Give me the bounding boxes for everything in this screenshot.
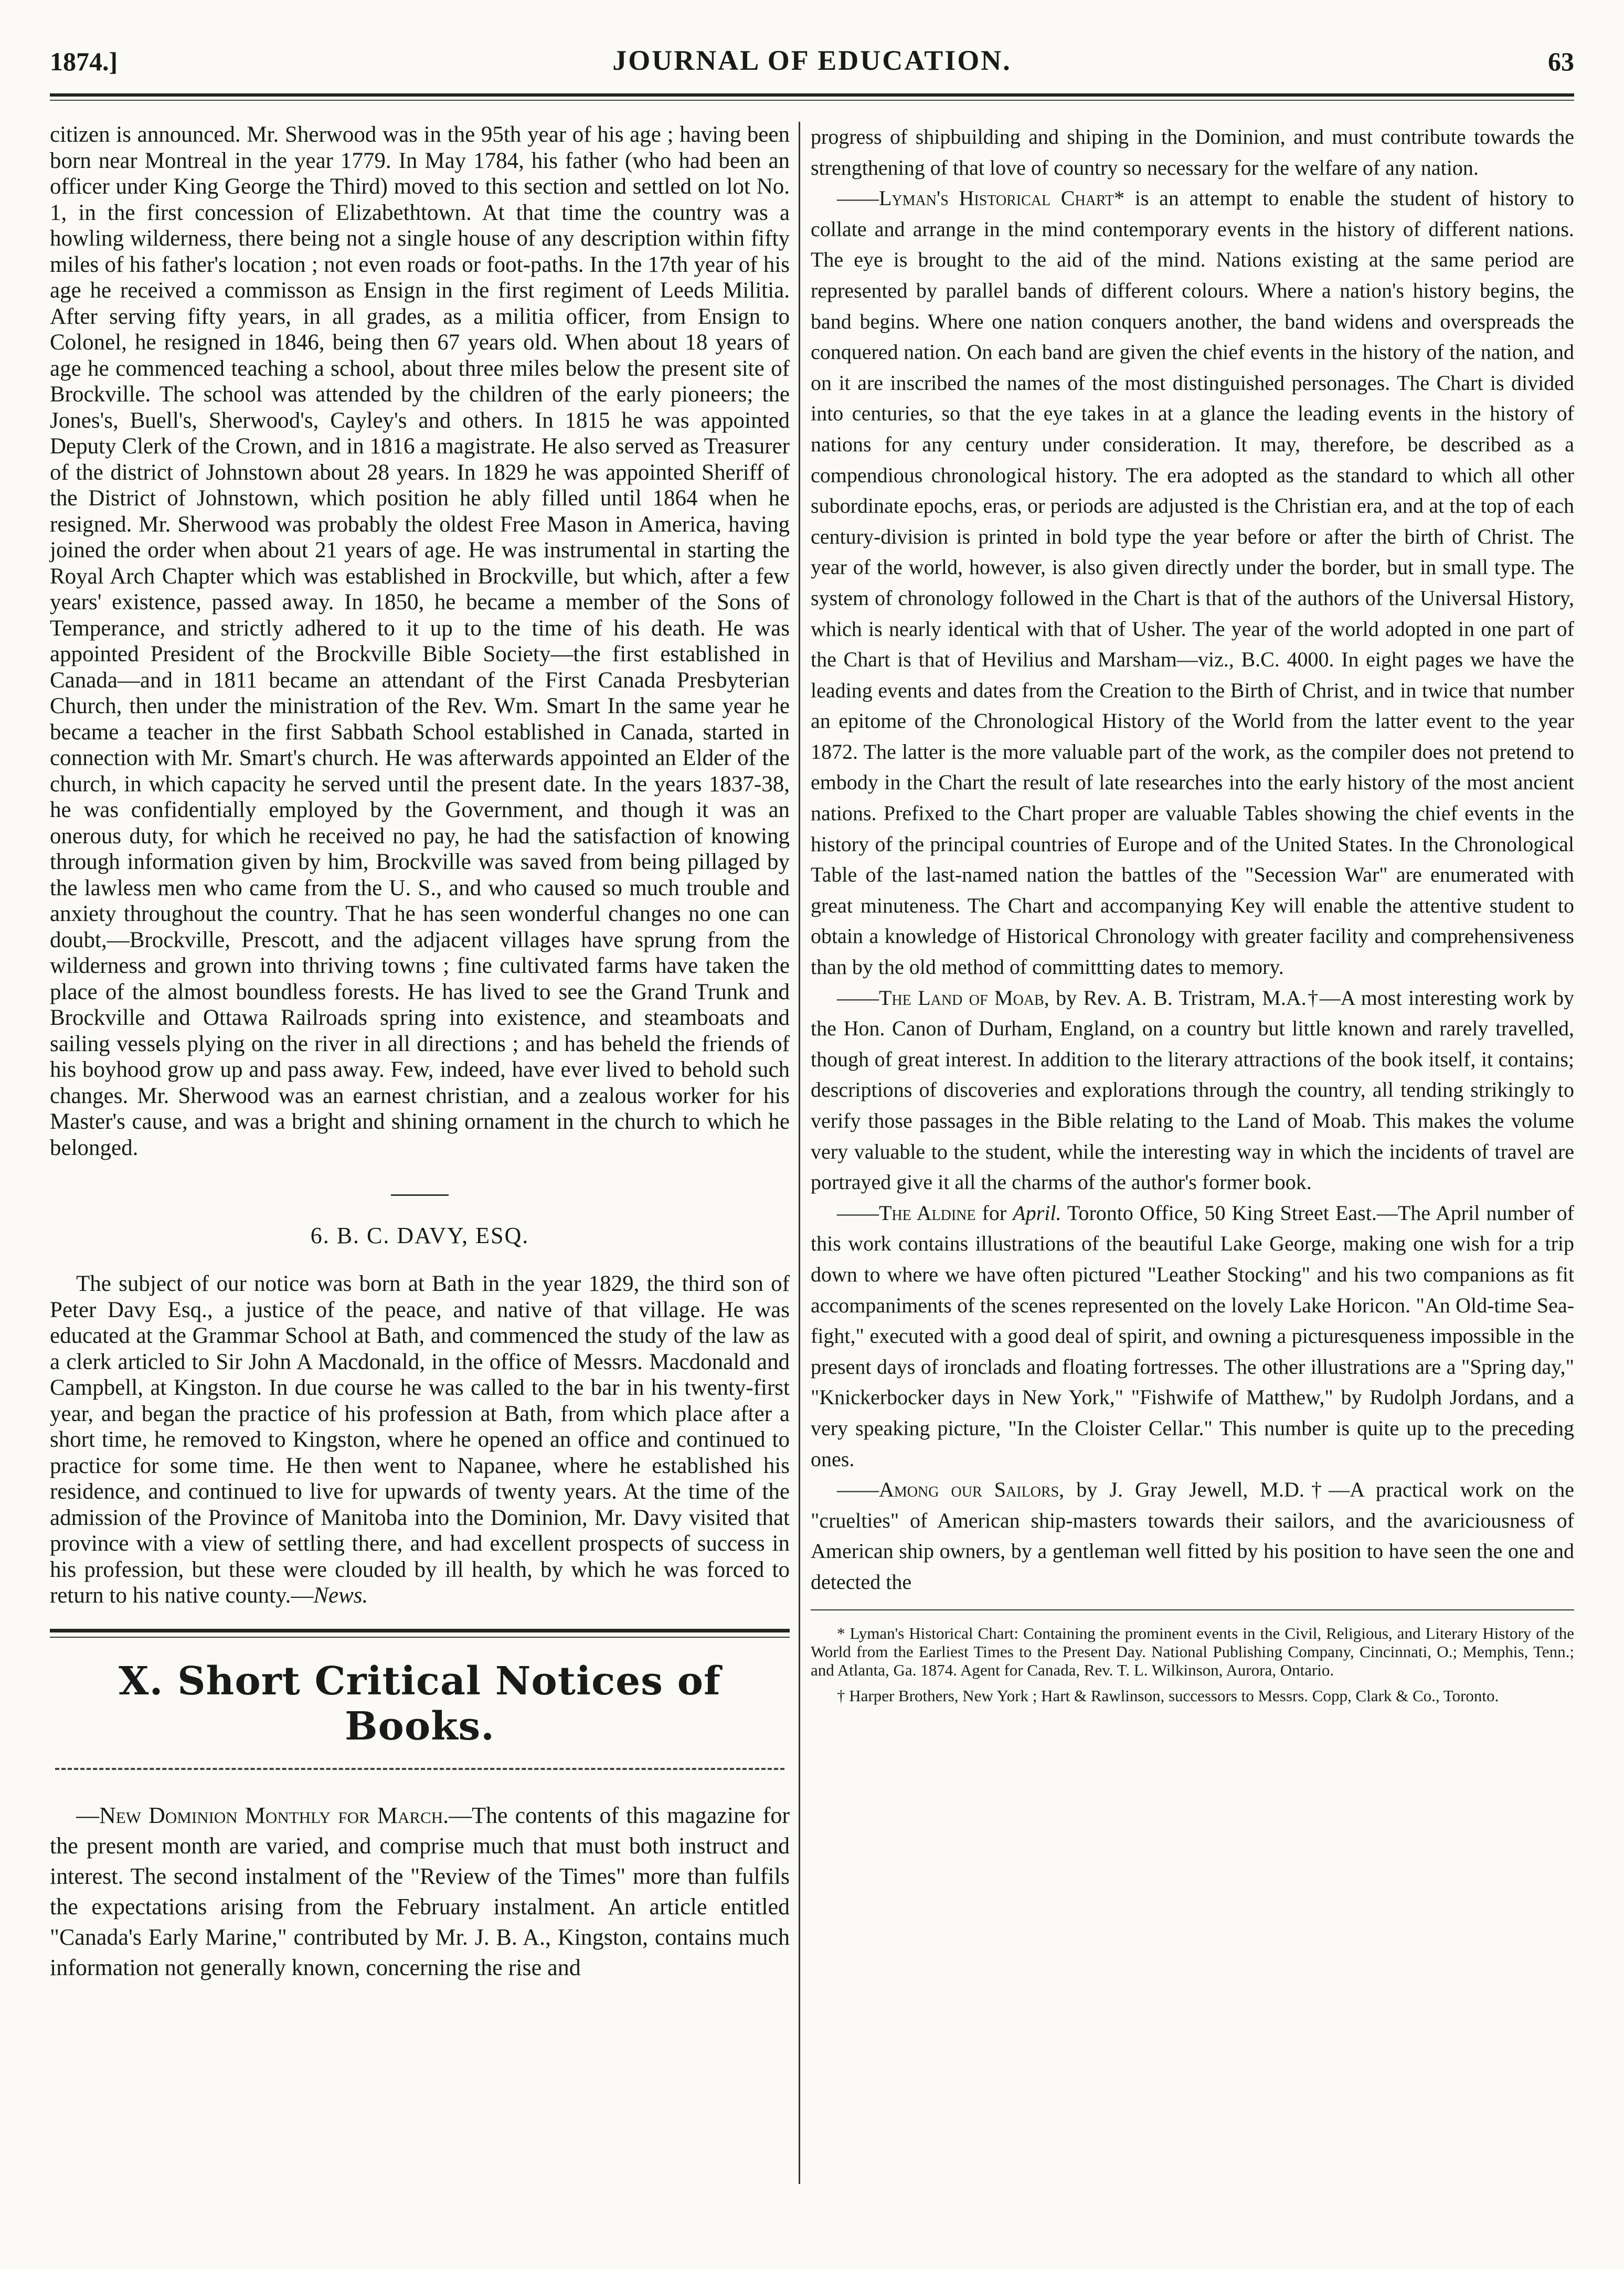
davy-obituary-paragraph — [50, 1271, 790, 1609]
aldine-text: Toronto Office, 50 King Street East.—The April number of this work contains illustrations of the beautiful Lake George, making one wish for a trip down to where we have often pictured "Leather Stocking" and his two companions as fit accompaniments of the scenes represented on the lovely Lake Horicon. "An Old-time Sea-fight," executed with a good deal of spirit, and owning a picturesqueness impossible in the present days of ironclads and floating fortresses. The other illustrations are a "Spring day," "Knickerbocker days in New York," "Fishwife of Matthew," by Rudolph Jordans, and a very speaking picture, "In the Cloister Cellar." This number is quite up to the preceding ones. — [811, 1201, 1574, 1471]
aldine-notice — [811, 1198, 1574, 1475]
column-divider — [799, 122, 800, 2184]
header-rule-thin — [50, 100, 1574, 101]
header-title: JOURNAL OF EDUCATION. — [612, 45, 1012, 76]
land-of-moab-text: by Rev. A. B. Tristram, M.A.†—A most interesting work by the Hon. Canon of Durham, England, on a country but little known and rarely travelled, though of great interest. In addition to the literary attractions of the book itself, it contains; descriptions of discoveries and explorations through the country, all tending strikingly to verify those passages in the Bible relating to the Land of Moab. This makes the volume very valuable to the student, while the interesting way in which the incidents of travel are portrayed give it all the charms of the author's former book. — [811, 985, 1574, 1194]
footnote-harper-brothers: † Harper Brothers, New York ; Hart & Rawlinson, successors to Messrs. Copp, Clark & Co., Toronto. — [837, 1686, 1499, 1705]
lymans-chart-text: * is an attempt to enable the student of history to collate and arrange in the mind contemporary events in the history of different nations. The eye is brought to the aid of the mind. Nations existing at the same period are represented by parallel bands of different colours. Where a nation's history begins, the band begins. Where one nation conquers another, the band widens and overspreads the conquered nation. On each band are given the chief events in the history of the nation, and on it are inscribed the names of the most distinguished personages. The Chart is divided into centuries, so that the eye takes in at a glance the leading events in the history of nations for any century under consideration. It may, therefore, be described as a compendious chronological history. The era adopted as the standard to which all other subordinate epochs, eras, or periods are adjusted is the Christian era, and at the top of each century-division is printed in bold type the year before or after the birth of Christ. The year of the world, however, is also given directly under the border, but in small type. The system of chronology followed in the Chart is that of the authors of the Universal History, which is nearly identical with that of Usher. The year of the world adopted in one part of the Chart is that of Hevilius and Marsham—viz., B.C. 4000. In eight pages we have the leading events and dates from the Creation to the Birth of Christ, and in twice that number an epitome of the Chronological History of the World from the latter event to the year 1872. The latter is the more valuable part of the work, as the compiler does not pretend to embody in the Chart the result of late researches into the early history of the most ancient nations. Prefixed to the Chart proper are valuable Tables showing the chief events in the history of the principal countries of Europe and of the United States. In the Chronological Table of the last-named nation the battles of the "Secession War" are enumerated with great minuteness. The Chart and accompanying Key will enable the attentive student to obtain a knowledge of Historical Chronology with greater facility and comprehensiveness than by the old method of committting dates to memory. — [811, 186, 1575, 979]
lymans-chart-title: ——Lyman's Historical Chart — [837, 186, 1114, 210]
dominion-monthly-notice — [50, 1800, 790, 1983]
page-header — [50, 42, 1574, 84]
footnote-lymans-chart: * Lyman's Historical Chart: Containing the prominent events in the Civil, Religious, and Literary History of the World from the Earliest Times to the Present Day. National Publishing Company, Cincinnati, O.; Memphis, Tenn.; and Atlanta, Ga. 1874. Agent for Canada, Rev. T. L. Wilkinson, Aurora, Ontario. — [811, 1624, 1574, 1679]
davy-obituary-text: The subject of our notice was born at Bath in the year 1829, the third son of Peter Davy Esq., a justice of the peace, and native of that village. He was educated at the Grammar School at Bath, and commenced the study of the law as a clerk articled to Sir John A Macdonald, in the office of Messrs. Macdonald and Campbell, at Kingston. In due course he was called to the bar in his twenty-first year, and began the practice of his profession at Bath, from which place after a short time, he removed to Kingston, where he opened an office and continued to practice for some time. He then went to Napanee, where he established his residence, and continued to live for upwards of twenty years. At the time of the admission of the Province of Manitoba into the Dominion, Mr. Davy visited that province with a view of settling there, and had excellent prospects of success in his profession, but these were clouded by ill health, by which he was forced to return to his native county.— — [50, 1271, 790, 1608]
aldine-month: April. — [1013, 1201, 1062, 1225]
section-rule-thin — [50, 1637, 790, 1638]
right-column — [811, 122, 1574, 1705]
section-divider — [391, 1194, 449, 1196]
sherwood-obituary-paragraph: citizen is announced. Mr. Sherwood was in the 95th year of his age ; having been born near Montreal in the year 1779. In May 1784, his father (who had been an officer under King George the Third) moved to this section and settled on lot No. 1, in the first concession of Elizabethtown. At that time the country was a howling wilderness, there being not a single house of any description within fifty miles of his father's location ; not even roads or foot-paths. In the 17th year of his age he received a commisson as Ensign in the first regiment of Leeds Militia. After serving fifty years, in all grades, as a militia officer, from Ensign to Colonel, he resigned in 1846, being then 67 years old. When about 18 years of age he commenced teaching a school, about three miles below the present site of Brockville. The school was attended by the children of the early pioneers; the Jones's, Buell's, Sherwood's, Cayley's and others. In 1815 he was appointed Deputy Clerk of the Crown, and in 1816 a magistrate. He also served as Treasurer of the district of Johnstown about 28 years. In 1829 he was appointed Sheriff of the District of Johnstown, which position he ably filled until 1864 when he resigned. Mr. Sherwood was probably the oldest Free Mason in America, having joined the order when about 21 years of age. He was instrumental in starting the Royal Arch Chapter which was established in Brockville, but which, after a few years' existence, passed away. In 1850, he became a member of the Sons of Temperance, and strictly adhered to it up to the time of his death. He was appointed President of the Brockville Bible Society—the first established in Canada—and in 1811 became an attendant of the First Canada Presbyterian Church, then under the ministration of the Rev. Wm. Smart In the same year he became a teacher in the first Sabbath School established in Canada, started in connection with Mr. Smart's church. He was afterwards appointed an Elder of the church, in which capacity he served until the present date. In the years 1837-38, he was confidentially employed by the Government, and though it was an onerous duty, for which he received no pay, he had the satisfaction of knowing through information given by him, Brockville was saved from being pillaged by the lawless men who came from the U. S., and who caused so much trouble and anxiety throughout the country. That he has seen wonderful changes no one can doubt,—Brockville, Prescott, and the adjacent villages have sprung from the wilderness and grown into thriving towns ; fine cultivated farms have taken the place of the almost boundless forests. He has lived to see the Grand Trunk and Brockville and Ottawa Railroads spring into existence, and steamboats and sailing vessels plying on the river in all directions ; and has beheld the friends of his boyhood grow up and pass away. Few, indeed, have ever lived to behold such changes. Mr. Sherwood was an earnest christian, and a zealous worker for his Master's cause, and was a bright and shining ornament in the church to which he belonged. — [50, 122, 790, 1160]
davy-heading: 6. B. C. DAVY, ESQ. — [310, 1223, 529, 1248]
among-our-sailors-title: ——Among our Sailors, — [837, 1478, 1065, 1502]
dominion-monthly-title: —New Dominion Monthly for March. — [76, 1802, 449, 1828]
section-break-rules — [50, 1629, 790, 1638]
land-of-moab-title: ——The Land of Moab, — [837, 985, 1049, 1010]
aldine-title: ——The Aldine — [837, 1201, 976, 1225]
left-column — [50, 122, 790, 1983]
lymans-chart-notice — [811, 183, 1574, 982]
land-of-moab-notice — [811, 983, 1574, 1198]
dashed-rule — [55, 1768, 784, 1770]
page-number: 63 — [1548, 47, 1574, 76]
section-rule-thick — [50, 1629, 790, 1632]
davy-source: News. — [313, 1583, 368, 1608]
header-rule-thick — [50, 93, 1574, 97]
dominion-monthly-text: —The contents of this magazine for the present month are varied, and comprise much that must both instruct and interest. The second instalment of the "Review of the Times" more than fulfils the expectations arising from the February instalment. An article entitled "Canada's Early Marine," contributed by Mr. J. B. A., Kingston, contains much information not generally known, concerning the rise and — [50, 1802, 790, 1980]
among-our-sailors-text: by J. Gray Jewell, M.D.†—A practical work on the "cruelties" of American ship-masters towards their sailors, and the avariciousness of American ship owners, by a gentleman well fitted by his position to have seen the one and detected the — [811, 1478, 1574, 1594]
dominion-monthly-continued: progress of shipbuilding and shiping in the Dominion, and must contribute towards the strengthening of that love of country so necessary for the welfare of any nation. — [811, 125, 1574, 179]
section-heading-book-notices: X. Short Critical Notices of Books. — [119, 1658, 721, 1749]
footnote-rule — [811, 1609, 1574, 1610]
aldine-for: for — [975, 1201, 1013, 1225]
among-our-sailors-notice — [811, 1475, 1574, 1597]
header-year: 1874.] — [50, 47, 118, 76]
